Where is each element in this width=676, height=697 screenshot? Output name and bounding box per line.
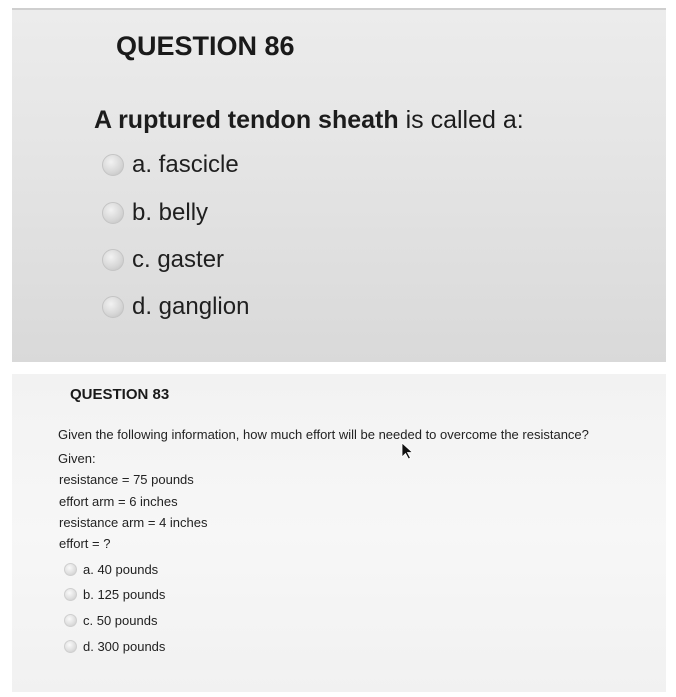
radio-button[interactable] [102,296,124,318]
question-86-option-d[interactable] [102,293,249,321]
option-label: d. ganglion [132,293,250,320]
radio-button[interactable] [102,154,124,176]
given-effort: effort = ? [59,536,111,551]
question-86-panel [12,8,666,362]
question-86-option-b[interactable] [102,199,208,227]
question-83-panel [12,374,666,692]
question-83-option-a[interactable] [64,562,158,577]
option-label: b. 125 pounds [83,587,166,602]
given-effort-arm: effort arm = 6 inches [59,494,178,509]
question-83-option-d[interactable] [64,639,165,654]
mouse-cursor-icon [401,442,415,460]
question-83-given-label: Given: [58,451,96,466]
radio-button[interactable] [64,614,77,627]
question-86-title: QUESTION 86 [116,31,295,61]
option-label: c. 50 pounds [83,613,158,628]
question-86-option-c[interactable] [102,246,224,274]
option-label: a. 40 pounds [83,562,159,577]
radio-button[interactable] [64,563,77,576]
option-label: c. gaster [132,246,225,273]
question-83-option-b[interactable] [64,587,165,602]
given-resistance-arm: resistance arm = 4 inches [59,515,208,530]
option-label: d. 300 pounds [83,639,166,654]
radio-button[interactable] [102,249,124,271]
question-86-prompt-rest: is called a: [398,106,524,134]
option-label: a. fascicle [132,151,239,178]
given-resistance: resistance = 75 pounds [59,472,194,487]
question-83-prompt: Given the following information, how much effort will be needed to overcome the resistance? [58,427,589,442]
radio-button[interactable] [64,588,77,601]
question-83-option-c[interactable] [64,613,157,628]
question-86-prompt-bold: A ruptured tendon sheath [94,106,399,134]
option-label: b. belly [132,199,209,226]
question-83-title: QUESTION 83 [70,386,170,403]
radio-button[interactable] [64,640,77,653]
radio-button[interactable] [102,202,124,224]
question-86-option-a[interactable] [102,151,239,179]
question-86-prompt [94,106,524,135]
